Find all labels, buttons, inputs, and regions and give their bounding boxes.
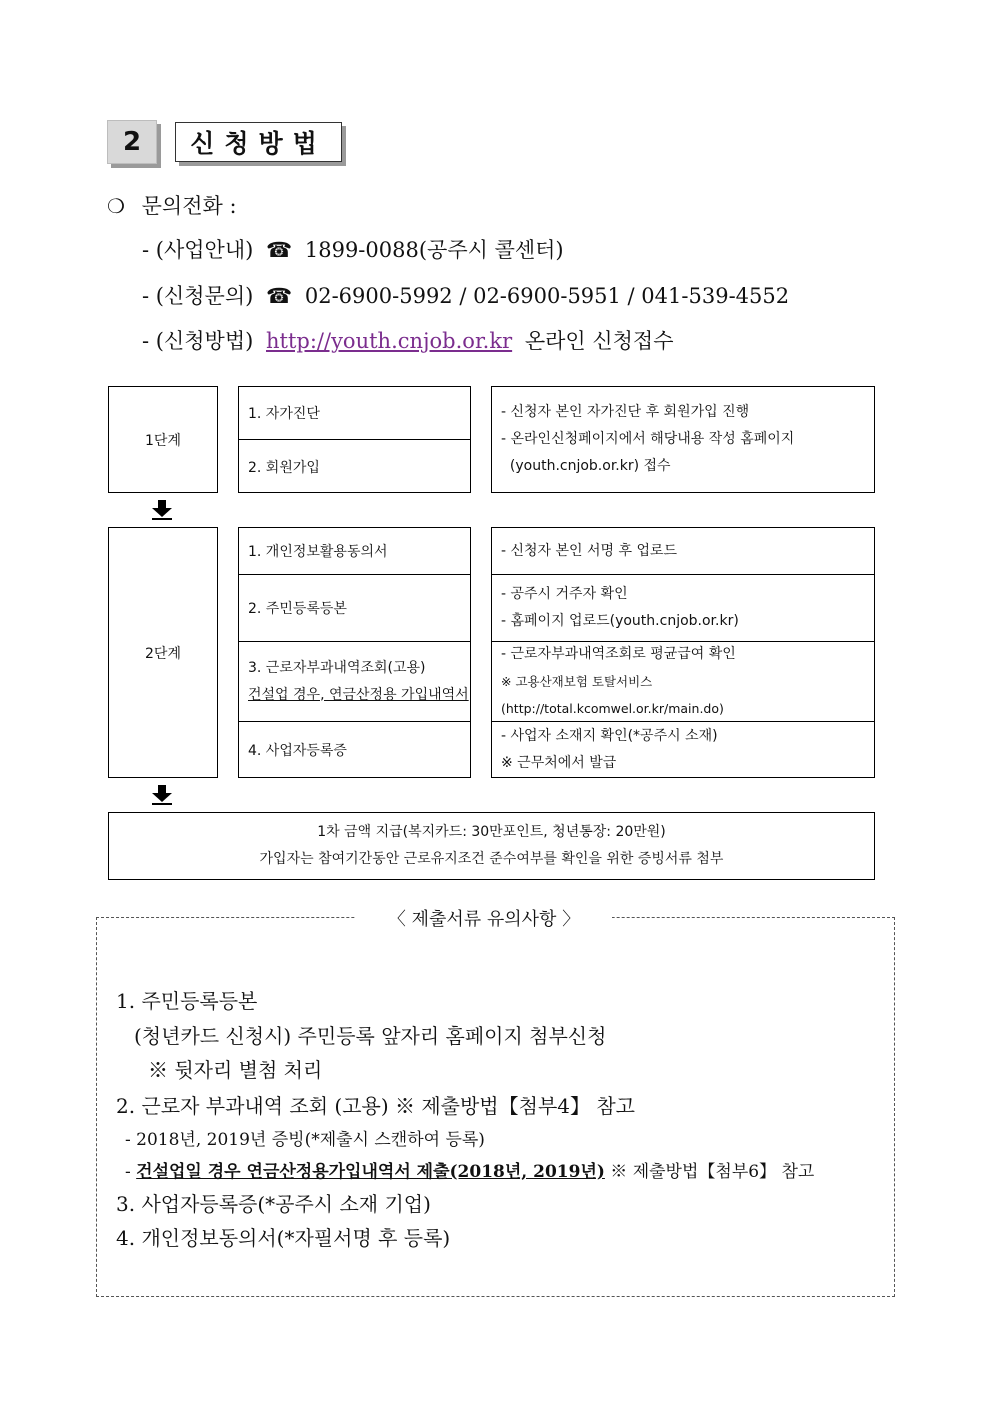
stage1-label-box: [108, 386, 218, 493]
contact-prefix: - (사업안내): [142, 238, 254, 262]
stage2-label: 2단계: [145, 645, 181, 662]
notes-emphasis: 건설업일 경우 연금산정용가입내역서 제출(2018년, 2019년): [136, 1162, 605, 1182]
notes-item: (청년카드 신청시) 주민등록 앞자리 홈페이지 첨부신청: [134, 1024, 607, 1048]
notes-item: 1. 주민등록등본: [116, 989, 258, 1013]
stage1-step: 2. 회원가입: [239, 439, 470, 493]
contact-heading: 문의전화 :: [141, 194, 237, 218]
stage1-desc-box: [491, 386, 875, 493]
stage1-step: 1. 자가진단: [248, 406, 320, 422]
contact-prefix: - (신청방법): [142, 329, 254, 353]
desc-line: ※ 고용산재보험 토탈서비스(http://total.kcomwel.or.kr/main.do): [501, 674, 724, 716]
stage1-steps-box: [238, 386, 471, 493]
final-line: 가입자는 참여기간동안 근로유지조건 준수여부를 확인을 위한 증빙서류 첨부: [259, 851, 724, 867]
desc-line: (youth.cnjob.or.kr) 접수: [501, 458, 671, 474]
circle-bullet-icon: ❍: [107, 194, 125, 218]
stage2-step: [239, 641, 470, 721]
desc-line: ※ 근무처에서 발급: [501, 755, 617, 771]
desc-line: - 사업자 소재지 확인(*공주시 소재): [501, 728, 718, 744]
stage2-step: 2. 주민등록등본: [239, 574, 470, 641]
notes-item: 4. 개인정보동의서(*자필서명 후 등록): [116, 1226, 451, 1250]
notes-item-bold: - 건설업일 경우 연금산정용가입내역서 제출(2018년, 2019년) ※ 제출방법【첨부6】 참고: [125, 1162, 815, 1182]
stage2-steps-box: [238, 527, 471, 778]
notes-title: 〈 제출서류 유의사항 〉: [356, 905, 612, 931]
step-text: 3. 근로자부과내역조회(고용): [248, 659, 426, 676]
desc-line: - 홈페이지 업로드(youth.cnjob.or.kr): [501, 613, 739, 629]
notes-item: ※ 뒷자리 별첨 처리: [148, 1058, 323, 1082]
contact-suffix: 온라인 신청접수: [524, 329, 674, 353]
section-title: 신청방법: [175, 122, 342, 162]
notes-item: 2. 근로자 부과내역 조회 (고용) ※ 제출방법【첨부4】 참고: [116, 1094, 635, 1118]
desc-line: - 신청자 본인 서명 후 업로드: [501, 542, 678, 559]
notes-item: 3. 사업자등록증(*공주시 소재 기업): [116, 1192, 431, 1216]
contact-prefix: - (신청문의): [142, 284, 254, 308]
desc-line: - 신청자 본인 자가진단 후 회원가입 진행: [501, 404, 750, 420]
desc-line: - 온라인신청페이지에서 해당내용 작성 홈페이지: [501, 431, 795, 447]
notes-item: - 2018년, 2019년 증빙(*제출시 스캔하여 등록): [125, 1130, 485, 1150]
contact-line-business: [142, 234, 564, 264]
section-number: 2: [107, 120, 157, 164]
contact-heading-row: [107, 190, 237, 220]
final-step-box: [108, 812, 875, 880]
apply-url-link[interactable]: http://youth.cnjob.or.kr: [266, 329, 513, 353]
contact-text: 02-6900-5992 / 02-6900-5951 / 041-539-4552: [304, 284, 790, 308]
step-subtext: 건설업 경우, 연금산정용 가입내역서: [248, 686, 469, 703]
down-arrow-icon: [150, 500, 174, 525]
desc-line: - 공주시 거주자 확인: [501, 586, 628, 602]
contact-line-apply: [142, 325, 674, 355]
phone-icon: ☎: [266, 238, 293, 262]
down-arrow-icon: [150, 785, 174, 810]
stage2-step: 4. 사업자등록증: [239, 721, 470, 778]
stage2-desc-box: [491, 527, 875, 778]
stage2-label-box: [108, 527, 218, 778]
contact-line-inquiry: [142, 280, 789, 310]
stage1-label: 1단계: [145, 432, 181, 449]
desc-line: - 근로자부과내역조회로 평균급여 확인: [501, 646, 736, 662]
final-line: 1차 금액 지급(복지카드: 30만포인트, 청년통장: 20만원): [317, 824, 666, 840]
contact-text: 1899-0088(공주시 콜센터): [304, 238, 564, 262]
phone-icon: ☎: [266, 284, 293, 308]
stage2-step: 1. 개인정보활용동의서: [248, 544, 388, 560]
